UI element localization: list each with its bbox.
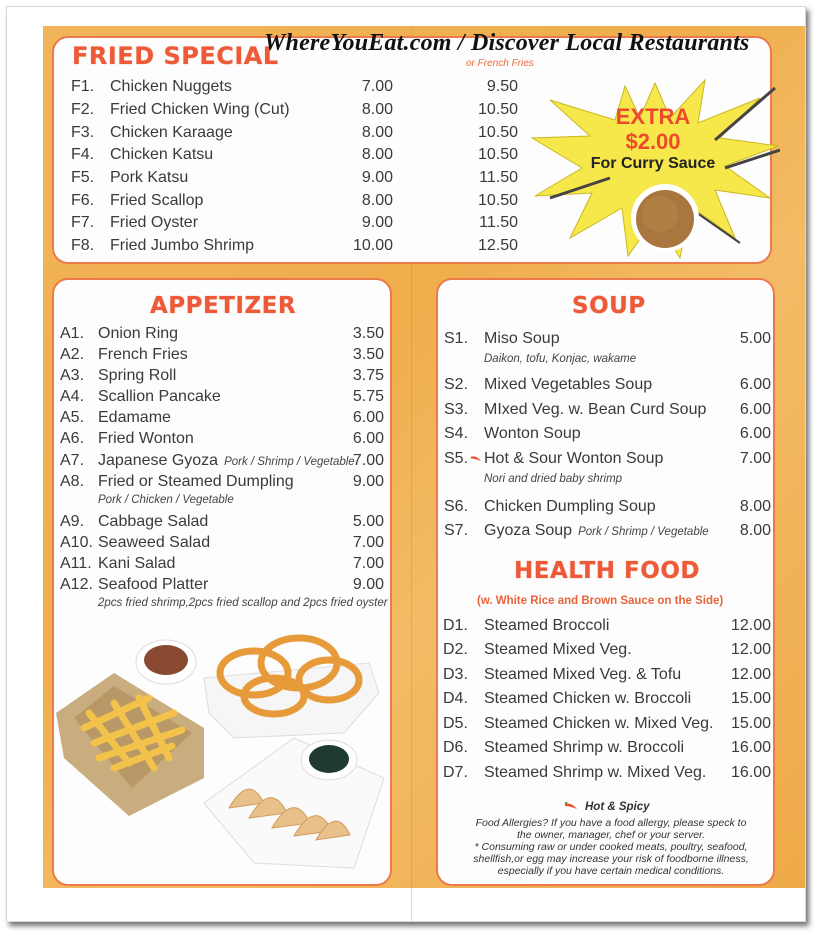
health-food-subtitle: (w. White Rice and Brown Sauce on the Side): [477, 595, 724, 607]
fried-special-row: [71, 237, 254, 255]
combo-column-header: or French Fries: [466, 58, 534, 69]
item-code: S7.: [444, 522, 469, 539]
item-code: D3.: [443, 666, 468, 683]
item-code: S2.: [444, 376, 469, 393]
item-note: Pork / Chicken / Vegetable: [98, 494, 234, 506]
promo-description: For Curry Sauce: [590, 155, 716, 172]
price-plain: 8.00: [361, 101, 393, 118]
item-code: S1.: [444, 330, 469, 347]
item-name: Kani Salad: [98, 555, 176, 572]
item-name: Fried or Steamed Dumpling: [98, 473, 294, 490]
item-name: Chicken Karaage: [110, 124, 233, 141]
price: 7.00: [352, 452, 384, 469]
item-code: S3.: [444, 401, 469, 418]
item-name: Gyoza Soup: [484, 522, 573, 539]
fried-special-row: [71, 146, 213, 164]
item-code: D4.: [443, 690, 468, 707]
consumption-warning-line-3: especially if you have certain medical conditions.: [497, 865, 725, 877]
item-name: Fried Scallop: [110, 192, 204, 209]
price: 5.75: [352, 388, 384, 405]
price: 5.00: [352, 513, 384, 530]
price: 16.00: [730, 739, 771, 756]
price-combo: 10.50: [477, 124, 518, 141]
item-name: Wonton Soup: [484, 425, 581, 442]
consumption-warning-line-2: shellfish,or egg may increase your risk of foodborne illness,: [473, 853, 749, 865]
appetizer-row: [60, 388, 221, 406]
item-code: D7.: [443, 764, 468, 781]
price: 8.00: [739, 522, 771, 539]
item-name: Fried Oyster: [110, 214, 199, 231]
item-name: Edamame: [98, 409, 171, 426]
appetizer-row: [60, 409, 171, 427]
allergy-notice-line-1: Food Allergies? If you have a food allergy, please speck to: [475, 817, 747, 829]
health-food-row: [443, 764, 706, 782]
watermark: WhereYouEat.com / Discover Local Restaurants: [264, 30, 750, 56]
hot-spicy-pepper-icon: [470, 454, 482, 463]
health-food-row: [443, 690, 691, 708]
price: 7.00: [352, 555, 384, 572]
soup-row: [444, 522, 709, 540]
item-code: S5.: [444, 450, 469, 467]
item-code: F1.: [71, 78, 95, 95]
item-name: Steamed Shrimp w. Broccoli: [484, 739, 685, 756]
price-combo: 10.50: [477, 101, 518, 118]
fried-special-row: [71, 169, 188, 187]
fried-special-row: [71, 78, 232, 96]
item-note: Daikon, tofu, Konjac, wakame: [484, 353, 637, 365]
item-name: Fried Wonton: [98, 430, 194, 447]
hot-spicy-legend: Hot & Spicy: [585, 801, 650, 813]
appetizer-row: [60, 513, 208, 531]
price: 3.75: [352, 367, 384, 384]
price-combo: 9.50: [486, 78, 518, 95]
item-code: A5.: [60, 409, 85, 426]
item-name: Spring Roll: [98, 367, 177, 384]
item-name: Steamed Chicken w. Broccoli: [484, 690, 692, 707]
soup-row: [444, 330, 560, 348]
fried-special-row: [71, 192, 203, 210]
item-name: Miso Soup: [484, 330, 560, 347]
health-food-row: [443, 666, 681, 684]
price-combo: 11.50: [479, 214, 518, 231]
price: 5.00: [739, 330, 771, 347]
item-name: Steamed Chicken w. Mixed Veg.: [484, 715, 714, 732]
item-code: D1.: [443, 617, 468, 634]
soup-row: [444, 401, 706, 419]
fried-special-row: [71, 124, 233, 142]
appetizer-row: [60, 473, 294, 491]
item-name: Japanese Gyoza: [98, 452, 219, 469]
health-food-row: [443, 641, 632, 659]
price: 6.00: [352, 409, 384, 426]
item-name: Chicken Dumpling Soup: [484, 498, 656, 515]
price: 8.00: [739, 498, 771, 515]
price-plain: 9.00: [361, 169, 393, 186]
item-name: Steamed Shrimp w. Mixed Veg.: [484, 764, 707, 781]
price: 3.50: [352, 346, 384, 363]
item-name: Scallion Pancake: [98, 388, 221, 405]
soup-title: SOUP: [572, 293, 646, 319]
appetizer-row: [60, 555, 175, 573]
fried-special-title: FRIED SPECIAL: [72, 42, 279, 70]
price: 12.00: [730, 617, 771, 634]
soup-row: [444, 450, 663, 468]
item-name: Onion Ring: [98, 325, 179, 342]
item-code: A1.: [60, 325, 85, 342]
appetizer-row: [60, 452, 355, 470]
health-food-row: [443, 715, 713, 733]
item-code: A6.: [60, 430, 85, 447]
price-combo: 10.50: [477, 146, 518, 163]
price: 12.00: [730, 641, 771, 658]
price-plain: 10.00: [352, 237, 393, 254]
appetizer-food-photo: [54, 618, 390, 880]
item-code: F4.: [71, 146, 95, 163]
item-name: Pork Katsu: [110, 169, 189, 186]
price: 7.00: [352, 534, 384, 551]
item-code: F2.: [71, 101, 95, 118]
promo-price: $2.00: [625, 129, 681, 154]
item-code: A11.: [60, 555, 92, 572]
price-plain: 8.00: [361, 124, 393, 141]
price: 9.00: [352, 473, 384, 490]
allergy-notice-line-2: the owner, manager, chef or your server.: [516, 829, 706, 841]
price: 6.00: [739, 376, 771, 393]
item-name: Fried Chicken Wing (Cut): [110, 101, 290, 118]
item-name: Seaweed Salad: [98, 534, 211, 551]
item-code: A12.: [60, 576, 93, 593]
price-combo: 10.50: [477, 192, 518, 209]
item-code: S6.: [444, 498, 469, 515]
item-code: A7.: [60, 452, 85, 469]
item-name: Steamed Broccoli: [484, 617, 610, 634]
item-name: Mixed Vegetables Soup: [484, 376, 653, 393]
health-food-row: [443, 739, 684, 757]
item-code: D5.: [443, 715, 468, 732]
price: 6.00: [739, 401, 771, 418]
fried-special-row: [71, 101, 290, 119]
fried-special-row: [71, 214, 198, 232]
item-code: D2.: [443, 641, 468, 658]
health-food-row: [443, 617, 609, 635]
item-code: A8.: [60, 473, 85, 490]
item-code: A10.: [60, 534, 93, 551]
price-plain: 9.00: [361, 214, 393, 231]
item-note: Nori and dried baby shrimp: [484, 473, 623, 485]
health-food-title: HEALTH FOOD: [514, 558, 700, 584]
price: 16.00: [730, 764, 771, 781]
price: 6.00: [739, 425, 771, 442]
item-note: 2pcs fried shrimp,2pcs fried scallop and 2pcs fried oyster: [98, 597, 388, 609]
appetizer-row: [60, 576, 208, 594]
soup-row: [444, 376, 652, 394]
item-name: Seafood Platter: [98, 576, 209, 593]
price: 3.50: [352, 325, 384, 342]
item-code: A9.: [60, 513, 85, 530]
item-code: A2.: [60, 346, 85, 363]
price: 15.00: [730, 690, 771, 707]
price: 9.00: [352, 576, 384, 593]
item-code: F6.: [71, 192, 95, 209]
item-name: Chicken Nuggets: [110, 78, 232, 95]
appetizer-row: [60, 367, 176, 385]
promo-extra-label: EXTRA: [615, 104, 691, 129]
price-plain: 8.00: [361, 146, 393, 163]
price: 12.00: [730, 666, 771, 683]
item-code: F3.: [71, 124, 95, 141]
appetizer-row: [60, 325, 178, 343]
price-plain: 7.00: [361, 78, 393, 95]
item-code: D6.: [443, 739, 468, 756]
item-code: F5.: [71, 169, 95, 186]
item-name: Steamed Mixed Veg. & Tofu: [484, 666, 682, 683]
price: 7.00: [739, 450, 771, 467]
item-name: Fried Jumbo Shrimp: [110, 237, 255, 254]
item-name: Cabbage Salad: [98, 513, 209, 530]
item-code: F8.: [71, 237, 95, 254]
item-code: F7.: [71, 214, 95, 231]
item-code: A3.: [60, 367, 85, 384]
item-code: A4.: [60, 388, 85, 405]
appetizer-row: [60, 534, 210, 552]
price-combo: 11.50: [479, 169, 518, 186]
appetizer-row: [60, 430, 194, 448]
item-code: S4.: [444, 425, 469, 442]
item-name: French Fries: [98, 346, 188, 363]
item-name: MIxed Veg. w. Bean Curd Soup: [484, 401, 707, 418]
price: 6.00: [352, 430, 384, 447]
consumption-warning-line-1: * Consuming raw or under cooked meats, poultry, seafood,: [474, 841, 748, 853]
item-name: Chicken Katsu: [110, 146, 214, 163]
item-name: Steamed Mixed Veg.: [484, 641, 632, 658]
item-options: Pork / Shrimp / Vegetable: [578, 526, 709, 538]
item-name: Hot & Sour Wonton Soup: [484, 450, 664, 467]
price-plain: 8.00: [361, 192, 393, 209]
price: 15.00: [730, 715, 771, 732]
appetizer-row: [60, 346, 188, 364]
soup-row: [444, 498, 656, 516]
item-options: Pork / Shrimp / Vegetable: [224, 456, 355, 468]
appetizer-title: APPETIZER: [150, 293, 297, 319]
hot-spicy-pepper-icon: [564, 801, 578, 811]
price-combo: 12.50: [477, 237, 518, 254]
soup-row: [444, 425, 581, 443]
